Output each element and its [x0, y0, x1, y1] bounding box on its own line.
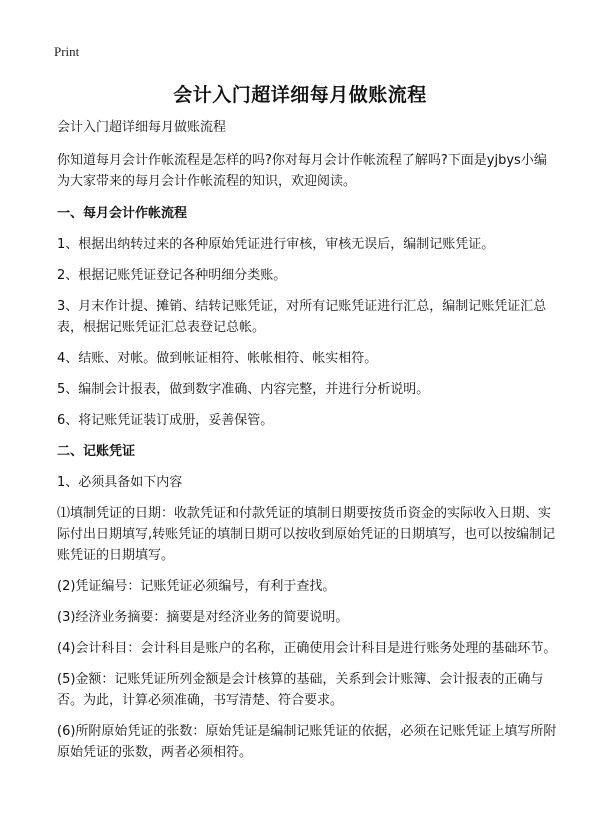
list-item: (2)凭证编号：记账凭证必须编号，有利于查找。 — [57, 579, 336, 594]
list-item: 3、月末作计提、摊销、结转记账凭证，对所有记账凭证进行汇总，编制记账凭证汇总表，根据记账凭证汇总表登记总帐。 — [57, 299, 547, 335]
section-heading-2: 二、记账凭证 — [57, 444, 136, 459]
list-item: ⑴填制凭证的日期：收款凭证和付款凭证的填制日期要按货币资金的实际收入日期、实际付出日期填写,转账凭证的填制日期可以按收到原始凭证的日期填写，也可以按编制记账凭证的日期填写。 — [57, 506, 556, 563]
document-subtitle: 会计入门超详细每月做账流程 — [57, 120, 227, 135]
page-title: 会计入门超详细每月做账流程 — [173, 84, 427, 106]
list-item: 6、将记账凭证装订成册，妥善保管。 — [57, 413, 274, 428]
list-item: 5、编制会计报表，做到数字准确、内容完整，并进行分析说明。 — [57, 382, 430, 397]
list-item: 2、根据记账凭证登记各种明细分类账。 — [57, 268, 287, 283]
document-content — [57, 117, 557, 773]
list-item: (6)所附原始凭证的张数：原始凭证是编制记账凭证的依据，必须在记账凭证上填写所附原始凭证的张数，两者必须相符。 — [57, 724, 557, 760]
section-heading-1: 一、每月会计作帐流程 — [57, 206, 188, 221]
list-item: 4、结账、对帐。做到帐证相符、帐帐相符、帐实相符。 — [57, 351, 378, 366]
intro-paragraph: 你知道每月会计作帐流程是怎样的吗?你对每月会计作帐流程了解吗?下面是yjbys小编为大家带来的每月会计作帐流程的知识，欢迎阅读。 — [57, 153, 547, 189]
list-item: 1、根据出纳转过来的各种原始凭证进行审核，审核无误后，编制记账凭证。 — [57, 237, 495, 252]
list-item: (5)金额：记账凭证所列金额是会计核算的基础，关系到会计账簿、会计报表的正确与否。为此，计算必须准确，书写清楚、符合要求。 — [57, 672, 544, 708]
list-item: (3)经济业务摘要：摘要是对经济业务的简要说明。 — [57, 610, 349, 625]
list-item: (4)会计科目：会计科目是账户的名称，正确使用会计科目是进行账务处理的基础环节。 — [57, 641, 557, 656]
print-link[interactable]: Print — [54, 44, 80, 59]
list-item: 1、必须具备如下内容 — [57, 475, 183, 490]
